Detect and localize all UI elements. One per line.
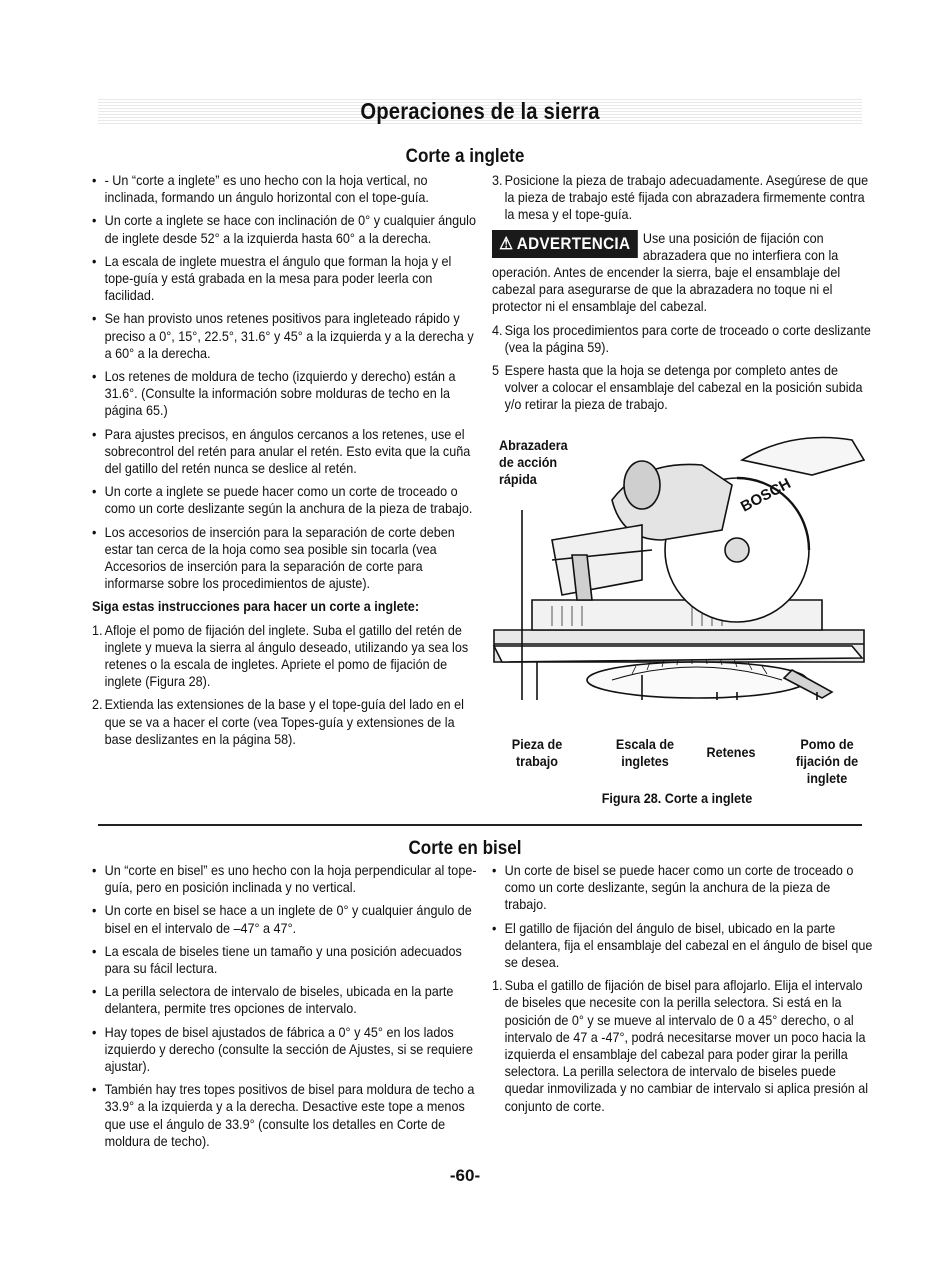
miter-left-column xyxy=(92,172,476,754)
step-number: 4. xyxy=(492,321,503,338)
bullet-item: • Hay topes de bisel ajustados de fábrica a 0° y 45° en los lados izquierdo y derecho (consulte la sección de Ajustes, si se requiere ajustar). xyxy=(92,1024,482,1076)
step-number: 1. xyxy=(92,621,103,638)
bullet-item: • La escala de biseles tiene un tamaño y una posición adecuados para su fácil lectura. xyxy=(92,943,482,977)
section-banner xyxy=(98,98,862,124)
bullet-item: • Se han provisto unos retenes positivos para ingleteado rápido y preciso a 0°, 15°, 22.5°, 31.6° y 45° a la izquierda y a la derecha y a 60° a la derecha. xyxy=(92,310,482,362)
numbered-step xyxy=(492,322,874,356)
label-workpiece: Pieza de trabajo xyxy=(511,736,563,769)
step-text: Suba el gatillo de fijación de bisel para aflojarlo. Elija el intervalo de biseles que necesite con la perilla selectora. Si está en la posición de 0° y se mueve al intervalo de 0 a 45° derecho, o al intervalo de 47 a -47°, podrá necesitarse mover un poco hacia la izquierda el ensamblaje del cabezal para poder girar la perilla selectora. La perilla selectora de intervalo de biseles puede quedar inmovilizada y no cambiar de intervalo si aplica presión al conjunto de corte. xyxy=(504,977,869,1114)
section-divider xyxy=(98,824,862,826)
warning-badge xyxy=(492,230,637,258)
banner-title: Operaciones de la sierra xyxy=(360,98,600,124)
label-clamp: Abrazadera de acción rápida xyxy=(499,437,568,487)
miter-heading: Corte a inglete xyxy=(405,146,525,167)
label-miter-scale: Escala de ingletes xyxy=(615,736,675,769)
bullet-item: • Un “corte en bisel” es uno hecho con la hoja perpendicular al tope-guía, pero en posición inclinada y no vertical. xyxy=(92,862,482,896)
bullet-item: • La escala de inglete muestra el ángulo que forman la hoja y el tope-guía y está grabada en la mesa para poder leerla con facilidad. xyxy=(92,253,482,305)
warning-block xyxy=(492,230,862,316)
bullet-item: • Los retenes de moldura de techo (izquierdo y derecho) están a 31.6°. (Consulte la información sobre molduras de techo en la página 65.) xyxy=(92,368,482,420)
step-text: Espere hasta que la hoja se detenga por completo antes de volver a colocar el ensamblaje del cabezal en la posición subida y/o retirar la pieza de trabajo. xyxy=(504,362,863,413)
numbered-step xyxy=(92,696,482,748)
page-number: -60- xyxy=(449,1166,481,1185)
warning-icon: ⚠ xyxy=(499,233,514,253)
numbered-step xyxy=(92,622,482,691)
step-number: 5 xyxy=(492,362,500,379)
bullet-item: • Los accesorios de inserción para la separación de corte deben estar tan cerca de la hoja como sea posible sin tocarla (vea Accesorios de inserción para la separación de corte para informarse sobre los procedimientos de ajuste). xyxy=(92,524,482,593)
bullet-item: • También hay tres topes positivos de bisel para moldura de techo a 33.9° a la izquierda y a la derecha. Desactive este tope a menos que use el ángulo de 33.9° (consulte los detalles en Corte de moldura de techo). xyxy=(92,1081,482,1150)
numbered-step xyxy=(492,362,874,414)
step-number: 3. xyxy=(492,172,503,188)
warning-label: ADVERTENCIA xyxy=(516,233,631,253)
bullet-item: • Un corte en bisel se hace a un inglete de 0° y cualquier ángulo de bisel en el intervalo de –47° a 47°. xyxy=(92,902,482,936)
bullet-item: • Un corte a inglete se puede hacer como un corte de troceado o como un corte deslizante según la anchura de la pieza de trabajo. xyxy=(92,483,482,517)
bevel-left-column xyxy=(92,862,477,1156)
miter-right-column xyxy=(492,172,871,420)
warning-text: Use una posición de fijación con abrazadera que no interfiera con la operación. Antes de encender la sierra, baje el ensamblaje del cabezal para asegurarse de que la abrazadera no toque ni el protector ni el ensamblaje del cabezal. xyxy=(492,229,841,315)
step-text: Extienda las extensiones de la base y el tope-guía del lado en el que se va a hacer el corte (vea Topes-guía y extensiones de la base deslizantes en la página 58). xyxy=(104,696,464,747)
step-text: Siga los procedimientos para corte de troceado o corte deslizante (vea la página 59). xyxy=(504,321,871,355)
bevel-heading: Corte en bisel xyxy=(408,838,522,859)
brand-logo: BOSCH xyxy=(737,475,794,516)
bullet-item: • - Un “corte a inglete” es uno hecho con la hoja vertical, no inclinada, formando un ángulo horizontal con el tope-guía. xyxy=(92,172,482,206)
step-text: Afloje el pomo de fijación del inglete. Suba el gatillo del retén de inglete y mueva la sierra al ángulo deseado, utilizando ya sea los retenes o la escala de ingletes. Apriete el pomo de fijación de inglete (Figura 28). xyxy=(104,621,469,690)
bullet-item: • La perilla selectora de intervalo de biseles, ubicada en la parte delantera, permite tres opciones de intervalo. xyxy=(92,983,482,1017)
bullet-item: • El gatillo de fijación del ángulo de bisel, ubicado en la parte delantera, fija el ensamblaje del cabezal en el ángulo de bisel que se desea. xyxy=(492,920,874,972)
step-text: Posicione la pieza de trabajo adecuadamente. Asegúrese de que la pieza de trabajo esté fijada con abrazadera firmemente contra la mesa y el tope-guía. xyxy=(504,172,869,223)
label-miter-knob: Pomo de fijación de inglete xyxy=(795,736,859,786)
numbered-step xyxy=(492,172,874,224)
bullet-item: • Un corte a inglete se hace con inclinación de 0° y cualquier ángulo de inglete desde 52° a la izquierda hasta 60° a la derecha. xyxy=(92,212,482,246)
step-number: 1. xyxy=(492,977,503,994)
instructions-subheading: Siga estas instrucciones para hacer un corte a inglete: xyxy=(92,598,420,615)
bullet-item: • Para ajustes precisos, en ángulos cercanos a los retenes, use el sobrecontrol del retén para anular el retén. Esto evita que la cuña del gatillo del retén nunca se deslice al retén. xyxy=(92,426,482,478)
figure-caption: Figura 28. Corte a inglete xyxy=(601,790,753,806)
label-detents: Retenes xyxy=(706,744,756,760)
bevel-right-column xyxy=(492,862,873,1121)
step-number: 2. xyxy=(92,696,103,713)
numbered-step xyxy=(492,977,874,1115)
bullet-item: • Un corte de bisel se puede hacer como un corte de troceado o como un corte deslizante, según la anchura de la pieza de trabajo. xyxy=(492,862,874,914)
